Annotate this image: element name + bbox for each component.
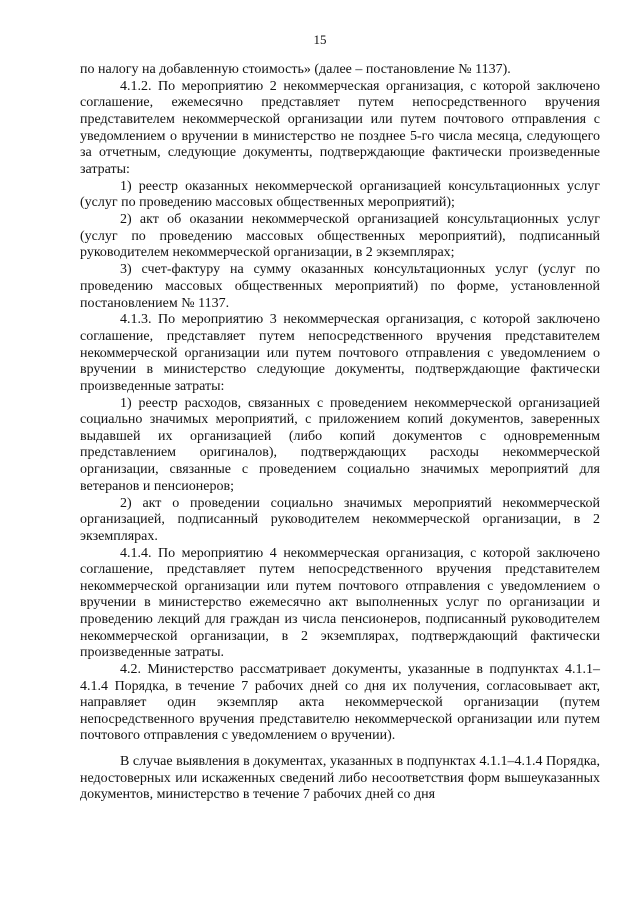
paragraph-4-1-4: 4.1.4. По мероприятию 4 некоммерческая организация, с которой заключено соглашение, представляет путем непосредственного вручения представителем некоммерческой организации или путем почтового отправления с уведомлением о вручении в министерство ежемесячно акт выполненных услуг по организации и проведению лекций для граждан из числа пенсионеров, подписанный руководителем некоммерческой организации, в 2 экземплярах, подтверждающий фактически произведенные затраты. bbox=[80, 545, 600, 661]
paragraph-4-1-3: 4.1.3. По мероприятию 3 некоммерческая организация, с которой заключено соглашение, представляет путем непосредственного вручения представителем некоммерческой организации или путем почтового отправления с уведомлением о вручении в министерство следующие документы, подтверждающие фактически произведенные затраты: bbox=[80, 312, 600, 394]
paragraph-4-1-2: 4.1.2. По мероприятию 2 некоммерческая организация, с которой заключено соглашение, ежемесячно представляет путем непосредственного вручения представителем некоммерческой организации или путем почтового отправления с уведомлением о вручении в министерство не позднее 5-го числа месяца, следующего за отчетным, следующие документы, подтверждающие фактически произведенные затраты: bbox=[80, 78, 600, 177]
paragraph-4-2-continued: В случае выявления в документах, указанных в подпунктах 4.1.1–4.1.4 Порядка, недостоверных или искаженных сведений либо несоответствия форм вышеуказанных документов, министерство в течение 7 рабочих дней со дня bbox=[80, 754, 600, 803]
paragraph-4-1-2-item-2: 2) акт об оказании некоммерческой организацией консультационных услуг (услуг по проведению массовых общественных мероприятий), подписанный руководителем некоммерческой организации, в 2 экземплярах; bbox=[80, 212, 600, 261]
paragraph-4-2: 4.2. Министерство рассматривает документы, указанные в подпунктах 4.1.1–4.1.4 Порядка, в течение 7 рабочих дней со дня их получения, согласовывает акт, направляет один экземпляр акта некоммерческой организации (путем непосредственного вручения представителю некоммерческой организации или путем почтового отправления с уведомлением о вручении). bbox=[80, 662, 600, 744]
paragraph-4-1-3-item-2: 2) акт о проведении социально значимых мероприятий некоммерческой организацией, подписанный руководителем некоммерческой организации, в 2 экземплярах. bbox=[80, 495, 600, 544]
paragraph-4-1-3-item-1: 1) реестр расходов, связанных с проведением некоммерческой организацией социально значимых мероприятий, с приложением копий документов, заверенных выдавшей их организацией (либо копий документов с одновременным представлением оригиналов), подтверждающих расходы некоммерческой организации, связанные с проведением социально значимых мероприятий для ветеранов и пенсионеров; bbox=[80, 395, 600, 494]
document-body bbox=[80, 62, 600, 804]
paragraph-4-1-2-item-3: 3) счет-фактуру на сумму оказанных консультационных услуг (услуг по проведению массовых общественных мероприятий) по форме, установленной постановлением № 1137. bbox=[80, 262, 600, 311]
paragraph-continuation: по налогу на добавленную стоимость» (далее – постановление № 1137). bbox=[80, 62, 511, 77]
paragraph-4-1-2-item-1: 1) реестр оказанных некоммерческой организацией консультационных услуг (услуг по проведению массовых общественных мероприятий); bbox=[80, 178, 600, 211]
page-number: 15 bbox=[313, 32, 327, 47]
